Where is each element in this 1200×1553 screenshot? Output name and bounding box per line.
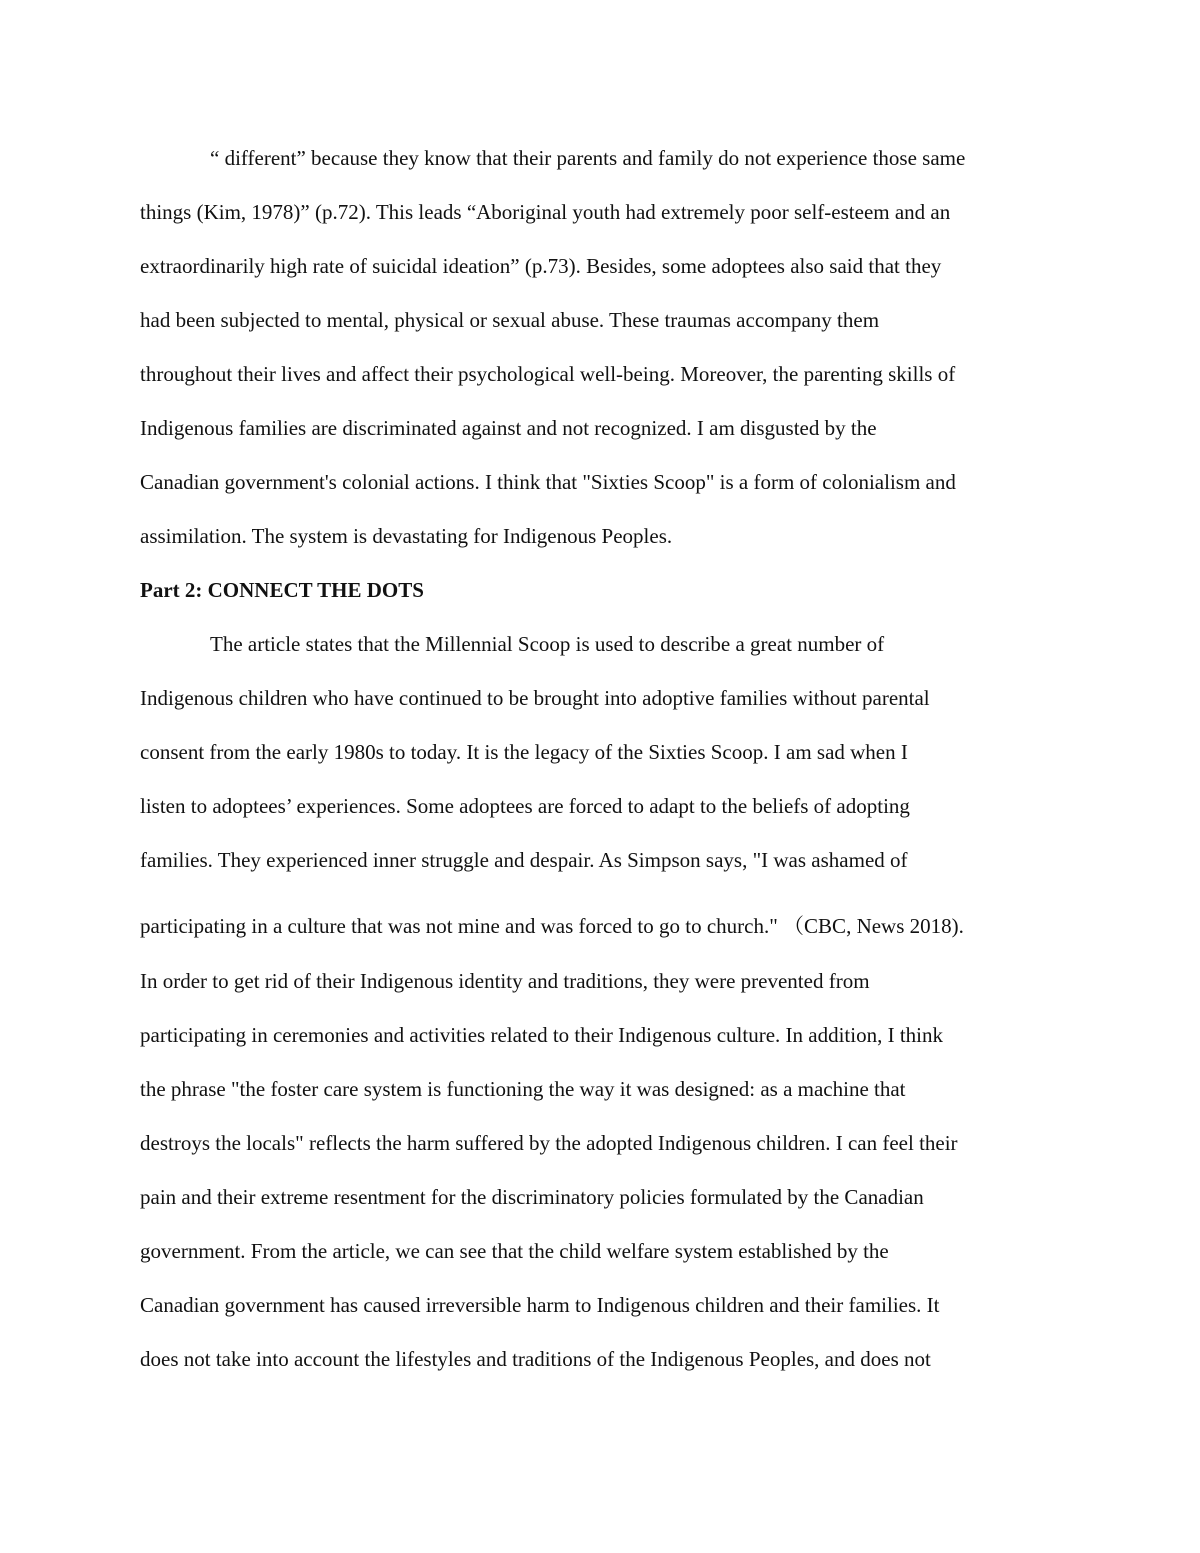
paragraph-line: Canadian government has caused irreversible harm to Indigenous children and their families. It <box>140 1293 940 1317</box>
paragraph-line: things (Kim, 1978)” (p.72). This leads “Aboriginal youth had extremely poor self-esteem and an <box>140 200 951 224</box>
section-heading: Part 2: CONNECT THE DOTS <box>140 578 424 602</box>
paragraph-line: “ different” because they know that their parents and family do not experience those same <box>210 146 966 170</box>
paragraph-line: does not take into account the lifestyles and traditions of the Indigenous Peoples, and does not <box>140 1347 931 1371</box>
paragraph-line: pain and their extreme resentment for the discriminatory policies formulated by the Canadian <box>140 1185 924 1209</box>
paragraph-line: families. They experienced inner struggle and despair. As Simpson says, "I was ashamed of <box>140 848 908 872</box>
paragraph-line: Canadian government's colonial actions. I think that "Sixties Scoop" is a form of colonialism and <box>140 470 956 494</box>
paragraph-line: throughout their lives and affect their psychological well-being. Moreover, the parenting skills of <box>140 362 956 386</box>
paragraph-line: the phrase "the foster care system is functioning the way it was designed: as a machine that <box>140 1077 906 1101</box>
paragraph-line: The article states that the Millennial Scoop is used to describe a great number of <box>210 632 885 656</box>
paragraph-line: assimilation. The system is devastating for Indigenous Peoples. <box>140 524 673 548</box>
paragraph-line: participating in ceremonies and activities related to their Indigenous culture. In addition, I think <box>140 1023 944 1047</box>
paragraph-line: Indigenous children who have continued to be brought into adoptive families without parental <box>140 686 930 710</box>
paragraph-line: government. From the article, we can see that the child welfare system established by the <box>140 1239 889 1263</box>
paragraph-line: participating in a culture that was not mine and was forced to go to church." （CBC, News 2018). <box>140 914 964 938</box>
paragraph-line: In order to get rid of their Indigenous identity and traditions, they were prevented from <box>140 969 870 993</box>
paragraph-line: had been subjected to mental, physical or sexual abuse. These traumas accompany them <box>140 308 880 332</box>
paragraph-line: consent from the early 1980s to today. It is the legacy of the Sixties Scoop. I am sad when I <box>140 740 908 764</box>
paragraph-line: destroys the locals" reflects the harm suffered by the adopted Indigenous children. I can feel their <box>140 1131 958 1155</box>
paragraph-line: listen to adoptees’ experiences. Some adoptees are forced to adapt to the beliefs of adopting <box>140 794 910 818</box>
paragraph-line: extraordinarily high rate of suicidal ideation” (p.73). Besides, some adoptees also said that they <box>140 254 942 278</box>
paragraph-line: Indigenous families are discriminated against and not recognized. I am disgusted by the <box>140 416 877 440</box>
